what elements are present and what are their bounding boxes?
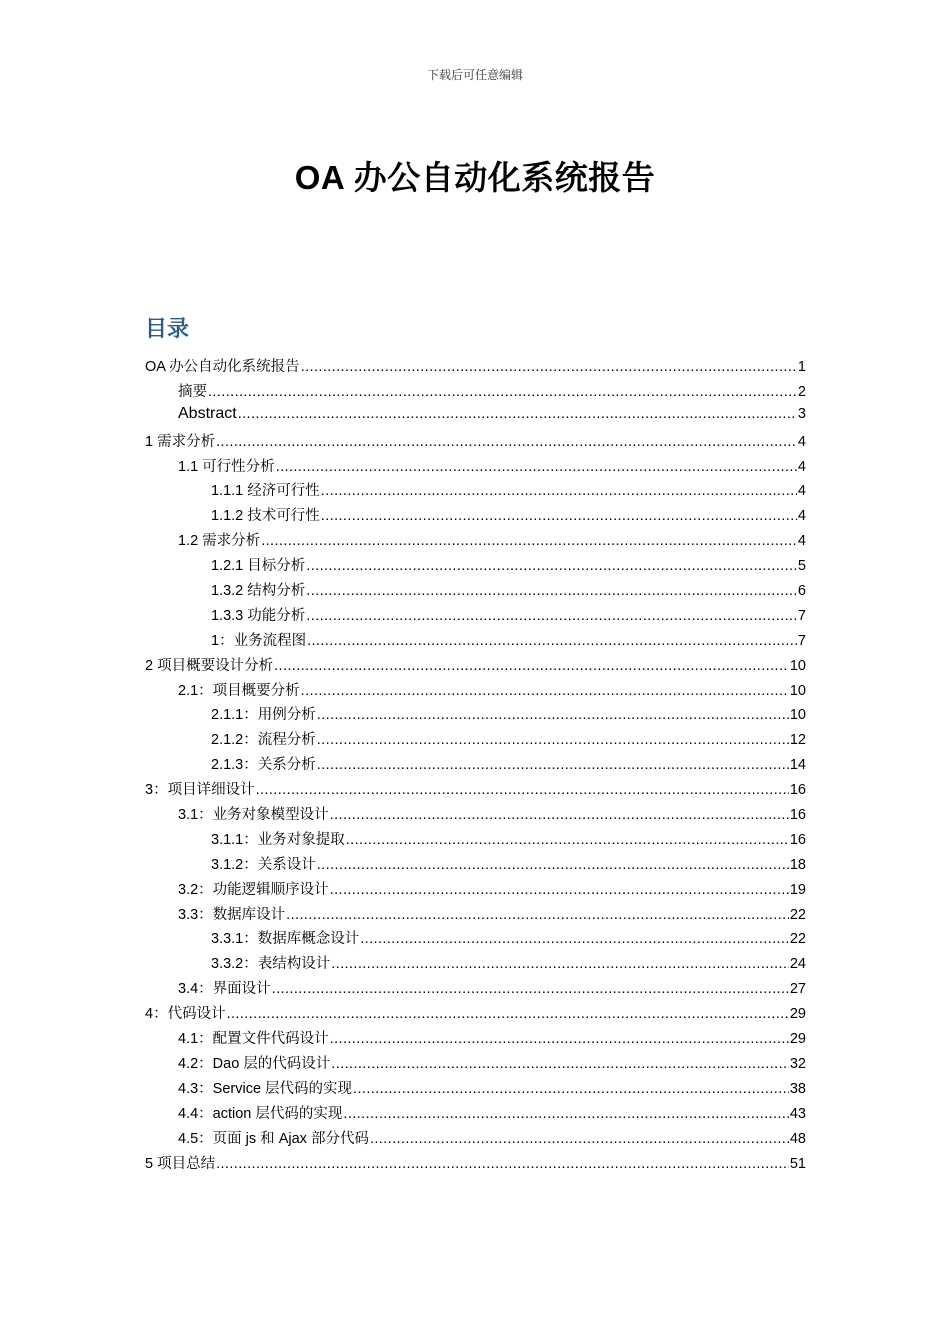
toc-entry-page: 4 bbox=[797, 433, 806, 450]
toc-leader-dots bbox=[208, 384, 797, 400]
toc-entry-label: 1.1 可行性分析 bbox=[178, 458, 275, 475]
toc-entry[interactable] bbox=[145, 504, 806, 529]
toc-entry-label: 1.2.1 目标分析 bbox=[211, 558, 306, 575]
toc-leader-dots bbox=[353, 1081, 789, 1097]
toc-entry[interactable] bbox=[145, 405, 806, 430]
toc-entry[interactable] bbox=[145, 579, 806, 604]
toc-entry[interactable] bbox=[145, 1027, 806, 1052]
toc-leader-dots bbox=[330, 1031, 789, 1047]
toc-entry[interactable] bbox=[145, 803, 806, 828]
toc-leader-dots bbox=[301, 683, 789, 699]
toc-entry[interactable] bbox=[145, 927, 806, 952]
toc-leader-dots bbox=[261, 533, 797, 549]
toc-entry-label: 1.2 需求分析 bbox=[178, 533, 261, 550]
toc-leader-dots bbox=[317, 757, 789, 773]
toc-entry-page: 22 bbox=[789, 906, 806, 923]
toc-leader-dots bbox=[274, 658, 789, 674]
toc-entry-page: 4 bbox=[797, 483, 806, 500]
toc-entry-page: 5 bbox=[797, 558, 806, 575]
toc-entry-page: 48 bbox=[789, 1130, 806, 1147]
toc-entry-label: 4.3：Service 层代码的实现 bbox=[178, 1080, 353, 1097]
toc-entry-page: 16 bbox=[789, 807, 806, 824]
toc-leader-dots bbox=[306, 608, 797, 624]
toc-entry-label: 4.5：页面 js 和 Ajax 部分代码 bbox=[178, 1130, 369, 1147]
toc-entry[interactable] bbox=[145, 703, 806, 728]
toc-leader-dots bbox=[307, 633, 797, 649]
toc-entry-page: 1 bbox=[797, 359, 806, 375]
toc-entry-page: 22 bbox=[789, 931, 806, 948]
toc-entry-label: 3.2：功能逻辑顺序设计 bbox=[178, 881, 329, 898]
toc-leader-dots bbox=[346, 832, 789, 848]
toc-entry-page: 27 bbox=[789, 981, 806, 998]
toc-entry-page: 29 bbox=[789, 1006, 806, 1023]
toc-leader-dots bbox=[272, 981, 789, 997]
toc-entry[interactable] bbox=[145, 853, 806, 878]
toc-entry-page: 4 bbox=[797, 533, 806, 550]
toc-leader-dots bbox=[330, 882, 789, 898]
toc-entry-page: 12 bbox=[789, 732, 806, 749]
toc-entry-label: 2.1.3：关系分析 bbox=[211, 757, 316, 774]
toc-entry-page: 2 bbox=[797, 383, 806, 400]
toc-entry-page: 3 bbox=[797, 405, 806, 422]
toc-entry-label: Abstract bbox=[178, 404, 237, 422]
toc-entry[interactable] bbox=[145, 1002, 806, 1027]
toc-entry-page: 43 bbox=[789, 1105, 806, 1122]
toc-entry[interactable] bbox=[145, 1152, 806, 1177]
toc-leader-dots bbox=[276, 459, 797, 475]
toc-entry-page: 29 bbox=[789, 1031, 806, 1048]
toc-entry-label: 1.3.2 结构分析 bbox=[211, 583, 306, 600]
toc-entry-page: 4 bbox=[797, 458, 806, 475]
toc-entry-label: 1.3.3 功能分析 bbox=[211, 607, 306, 624]
toc-entry-label: 2.1.2：流程分析 bbox=[211, 732, 316, 749]
toc-entry[interactable] bbox=[145, 529, 806, 554]
toc-entry-label: 3.1.1：业务对象提取 bbox=[211, 831, 345, 848]
toc-entry[interactable] bbox=[145, 430, 806, 455]
toc-leader-dots bbox=[321, 508, 797, 524]
toc-entry-page: 10 bbox=[789, 707, 806, 724]
toc-entry[interactable] bbox=[145, 1077, 806, 1102]
toc-entry-label: 3.1：业务对象模型设计 bbox=[178, 807, 329, 824]
toc-entry-page: 18 bbox=[789, 856, 806, 873]
toc-entry-label: 3.3.2：表结构设计 bbox=[211, 956, 331, 973]
toc-entry[interactable] bbox=[145, 828, 806, 853]
toc-entry[interactable] bbox=[145, 479, 806, 504]
toc-leader-dots bbox=[343, 1106, 788, 1122]
toc-entry-page: 7 bbox=[797, 607, 806, 624]
toc-leader-dots bbox=[216, 1156, 789, 1172]
toc-entry-label: 1 需求分析 bbox=[145, 433, 216, 450]
toc-entry[interactable] bbox=[145, 554, 806, 579]
toc-entry[interactable] bbox=[145, 1052, 806, 1077]
toc-entry[interactable] bbox=[145, 1102, 806, 1127]
toc-entry[interactable] bbox=[145, 728, 806, 753]
toc-entry-label: 3.1.2：关系设计 bbox=[211, 856, 316, 873]
toc-entry-label: 摘要 bbox=[178, 383, 207, 400]
toc-leader-dots bbox=[306, 558, 797, 574]
toc-entry-label: 3：项目详细设计 bbox=[145, 782, 255, 799]
toc-entry-page: 38 bbox=[789, 1080, 806, 1097]
toc-entry-label: 4.2：Dao 层的代码设计 bbox=[178, 1055, 331, 1072]
toc-entry-page: 10 bbox=[789, 682, 806, 699]
table-of-contents bbox=[145, 355, 806, 1176]
toc-entry-label: 4.1：配置文件代码设计 bbox=[178, 1031, 329, 1048]
toc-leader-dots bbox=[331, 1056, 789, 1072]
toc-leader-dots bbox=[331, 956, 789, 972]
toc-leader-dots bbox=[256, 782, 789, 798]
document-title: OA 办公自动化系统报告 bbox=[294, 159, 656, 196]
toc-entry-label: 1.1.1 经济可行性 bbox=[211, 483, 320, 500]
toc-entry-label: 3.4：界面设计 bbox=[178, 981, 271, 998]
toc-entry-page: 32 bbox=[789, 1055, 806, 1072]
toc-heading: 目录 bbox=[145, 316, 190, 341]
toc-entry-label: 3.3：数据库设计 bbox=[178, 906, 286, 923]
toc-leader-dots bbox=[317, 857, 789, 873]
toc-leader-dots bbox=[286, 907, 789, 923]
toc-leader-dots bbox=[360, 931, 789, 947]
toc-entry[interactable] bbox=[145, 778, 806, 803]
toc-leader-dots bbox=[301, 359, 797, 375]
toc-entry-label: 3.3.1：数据库概念设计 bbox=[211, 931, 360, 948]
toc-leader-dots bbox=[330, 807, 789, 823]
toc-entry-page: 16 bbox=[789, 831, 806, 848]
toc-leader-dots bbox=[216, 434, 797, 450]
toc-entry-page: 24 bbox=[789, 956, 806, 973]
toc-entry-page: 16 bbox=[789, 782, 806, 799]
toc-entry[interactable] bbox=[145, 977, 806, 1002]
toc-entry-label: 2.1.1：用例分析 bbox=[211, 707, 316, 724]
toc-entry-label: 4：代码设计 bbox=[145, 1006, 226, 1023]
toc-entry-label: 5 项目总结 bbox=[145, 1155, 216, 1172]
toc-entry[interactable] bbox=[145, 380, 806, 405]
toc-leader-dots bbox=[317, 707, 789, 723]
toc-entry[interactable] bbox=[145, 1127, 806, 1152]
page-header: 下载后可任意编辑 bbox=[426, 68, 523, 82]
toc-leader-dots bbox=[321, 483, 797, 499]
toc-entry-page: 10 bbox=[789, 657, 806, 674]
toc-leader-dots bbox=[306, 583, 797, 599]
toc-entry-label: OA 办公自动化系统报告 bbox=[145, 359, 300, 375]
toc-entry-label: 2.1：项目概要分析 bbox=[178, 682, 300, 699]
toc-entry[interactable] bbox=[145, 679, 806, 704]
toc-entry-page: 4 bbox=[797, 508, 806, 525]
toc-entry[interactable] bbox=[145, 753, 806, 778]
toc-leader-dots bbox=[227, 1006, 789, 1022]
toc-entry-page: 7 bbox=[797, 632, 806, 649]
toc-entry-label: 1：业务流程图 bbox=[211, 632, 307, 649]
toc-entry-page: 14 bbox=[789, 757, 806, 774]
toc-entry-label: 2 项目概要设计分析 bbox=[145, 657, 274, 674]
toc-entry[interactable] bbox=[145, 903, 806, 928]
toc-entry[interactable] bbox=[145, 455, 806, 480]
toc-entry[interactable] bbox=[145, 604, 806, 629]
toc-entry[interactable] bbox=[145, 878, 806, 903]
toc-leader-dots bbox=[317, 732, 789, 748]
toc-entry-page: 19 bbox=[789, 881, 806, 898]
toc-entry[interactable] bbox=[145, 654, 806, 679]
toc-entry-page: 51 bbox=[789, 1155, 806, 1172]
toc-leader-dots bbox=[238, 406, 797, 422]
toc-entry[interactable] bbox=[145, 629, 806, 654]
toc-entry[interactable] bbox=[145, 355, 806, 380]
toc-leader-dots bbox=[370, 1131, 789, 1147]
toc-entry-page: 6 bbox=[797, 583, 806, 600]
toc-entry[interactable] bbox=[145, 952, 806, 977]
toc-entry-label: 4.4：action 层代码的实现 bbox=[178, 1105, 343, 1122]
toc-entry-label: 1.1.2 技术可行性 bbox=[211, 508, 320, 525]
